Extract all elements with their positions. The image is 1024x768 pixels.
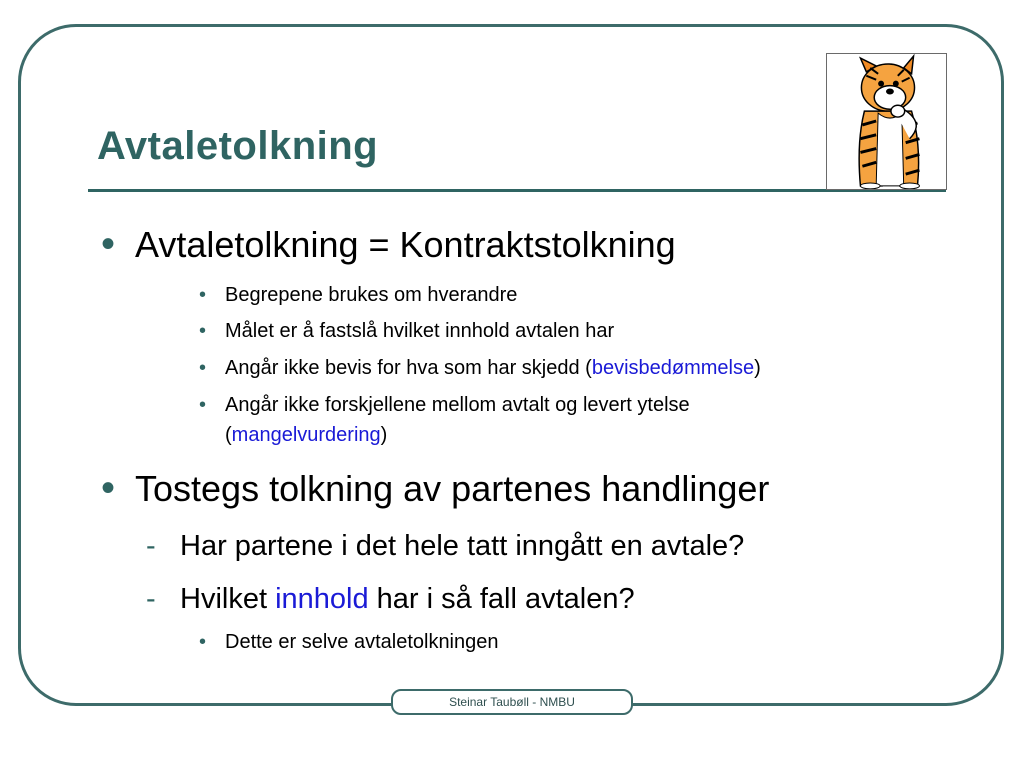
sub-bullet-item [199,394,690,417]
bullet-item [101,222,676,266]
bullet-dot-icon: • [199,394,207,416]
sub-bullet-text: Målet er å fastslå hvilket innhold avtalen har [225,320,615,342]
dash-item-text: Har partene i det hele tatt inngått en avtale? [180,530,745,562]
sub-bullet-text: Angår ikke forskjellene mellom avtalt og levert ytelse [225,394,690,416]
dash-item [146,530,745,563]
highlight-term: bevisbedømmelse [591,357,755,379]
sub-bullet-text: ) [754,357,761,379]
bullet-dot-icon: • [199,631,207,653]
bullet-text: Avtaletolkning = Kontraktstolkning [135,224,676,265]
sub-bullet-text: Dette er selve avtaletolkningen [225,631,499,653]
sub-bullet-item [199,284,518,307]
bullet-item [101,466,770,510]
dash-marker-icon: - [146,530,156,562]
bullet-dot-icon: • [199,357,207,379]
sub-bullet-text: ) [380,424,388,446]
bullet-dot-icon: • [199,284,207,306]
sub-bullet-item [199,631,499,654]
dash-item [146,583,635,616]
footer-label: Steinar Taubøll - NMBU [391,689,633,715]
bullet-text: Tostegs tolkning av partenes handlinger [135,468,770,509]
sub-bullet-text: ( [225,424,232,446]
highlight-term: mangelvurdering [231,424,381,446]
sub-bullet-item [199,320,615,343]
highlight-term: innhold [275,583,369,615]
slide-title: Avtaletolkning [97,124,379,168]
bullet-dot-icon: • [101,466,116,510]
bullet-dot-icon: • [199,320,207,342]
sub-bullet-text: Begrepene brukes om hverandre [225,284,518,306]
sub-bullet-continuation [225,424,387,447]
dash-item-text: har i så fall avtalen? [368,583,635,615]
sub-bullet-text: Angår ikke bevis for hva som har skjedd ( [225,357,592,379]
bullet-dot-icon: • [101,222,116,266]
dash-marker-icon: - [146,583,156,615]
dash-item-text: Hvilket [180,583,276,615]
sub-bullet-item [199,357,761,380]
